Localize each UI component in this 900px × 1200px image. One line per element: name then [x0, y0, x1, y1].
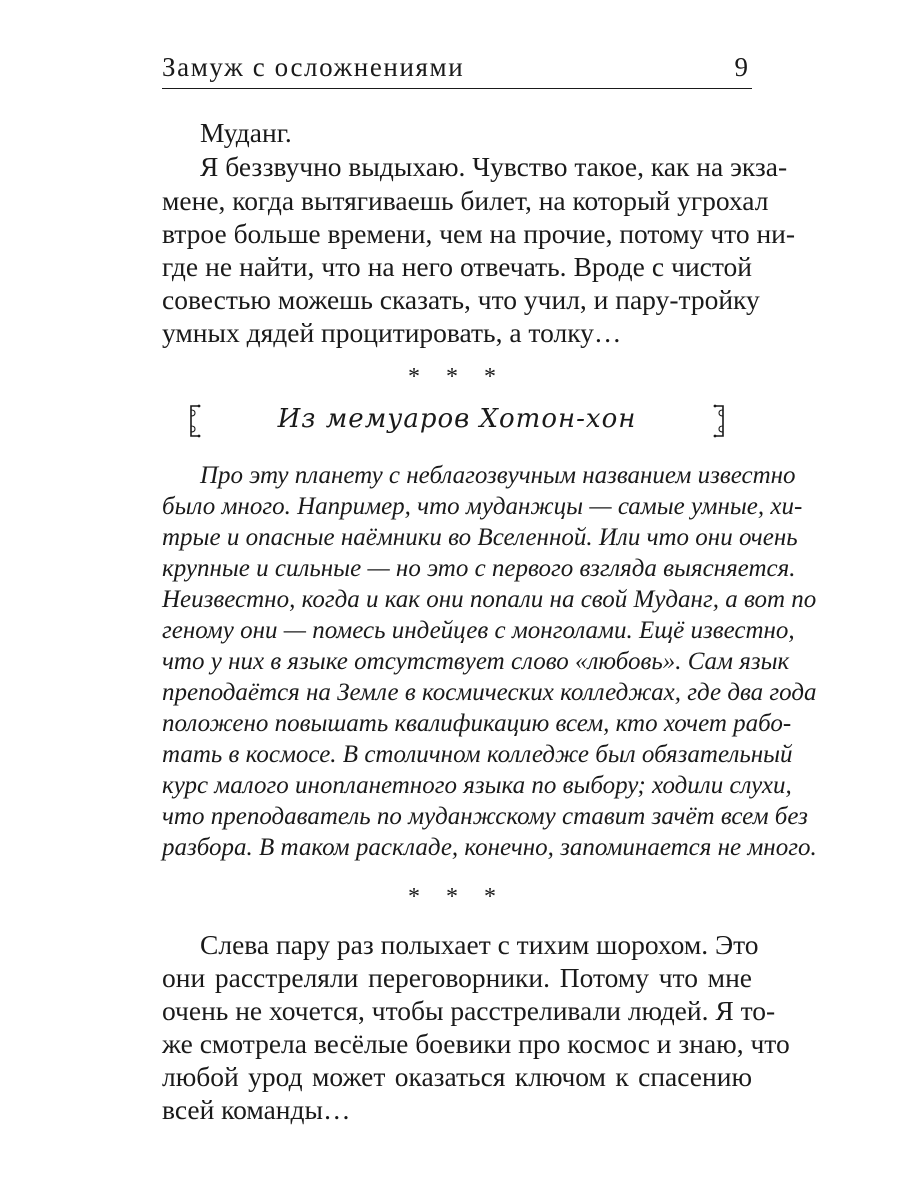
chapter-title: Из мемуаров Хотон-хон: [277, 404, 637, 434]
text-line: было много. Например, что муданжцы — самые умные, хи-: [162, 493, 803, 520]
text-line: где не найти, что на него отвечать. Вроде с чистой: [162, 251, 752, 282]
text-line: мене, когда вытягиваешь билет, на который угрохал: [162, 185, 769, 216]
text-line: преподаётся на Земле в космических колледжах, где два года: [162, 679, 817, 706]
text-line: Про эту планету с неблагозвучным названием известно: [200, 462, 796, 489]
page-number: 9: [734, 52, 748, 82]
text-line: втрое больше времени, чем на прочие, потому что ни-: [162, 218, 796, 249]
text-line: крупные и сильные — но это с первого взгляда выясняется.: [162, 555, 796, 582]
text-line: разбора. В таком раскладе, конечно, запоминается не много.: [162, 834, 817, 861]
text-line: очень не хочется, чтобы расстреливали людей. Я то-: [162, 995, 776, 1026]
text-line: умных дядей процитировать, а толку…: [162, 317, 622, 348]
text-line: всей команды…: [162, 1094, 351, 1125]
text-line: Неизвестно, когда и как они попали на свой Муданг, а вот по: [162, 586, 817, 613]
text-line: Слева пару раз полыхает с тихим шорохом. Это: [200, 929, 759, 960]
section-divider: * * *: [408, 884, 506, 910]
text-line: что преподаватель по муданжскому ставит зачёт всем без: [162, 803, 808, 830]
text-line: что у них в языке отсутствует слово «любовь». Сам язык: [162, 648, 790, 675]
text-line: любой урод может оказаться ключом к спасению: [162, 1061, 752, 1092]
chapter-heading: [186, 400, 728, 444]
book-page: [162, 0, 817, 1200]
text-line: же смотрела весёлые боевики про космос и знаю, что: [162, 1028, 790, 1059]
text-line: тать в космосе. В столичном колледже был обязательный: [162, 741, 793, 768]
text-line: геному они — помесь индейцев с монголами. Ещё известно,: [162, 617, 795, 644]
running-title: Замуж с осложнениями: [162, 52, 465, 82]
text-line: курс малого инопланетного языка по выбору; ходили слухи,: [162, 772, 792, 799]
running-header: [162, 48, 752, 89]
section-divider: * * *: [408, 364, 506, 390]
text-line: положено повышать квалификацию всем, кто хочет рабо-: [162, 710, 792, 737]
text-line: они расстреляли переговорники. Потому что мне: [162, 962, 752, 993]
text-line: совестью можешь сказать, что учил, и пару-тройку: [162, 284, 760, 315]
ornament-bracket-icon: [712, 404, 728, 438]
text-line: Муданг.: [200, 117, 292, 148]
text-line: трые и опасные наёмники во Вселенной. Или что они очень: [162, 524, 798, 551]
text-line: Я беззвучно выдыхаю. Чувство такое, как на экза-: [200, 151, 788, 182]
